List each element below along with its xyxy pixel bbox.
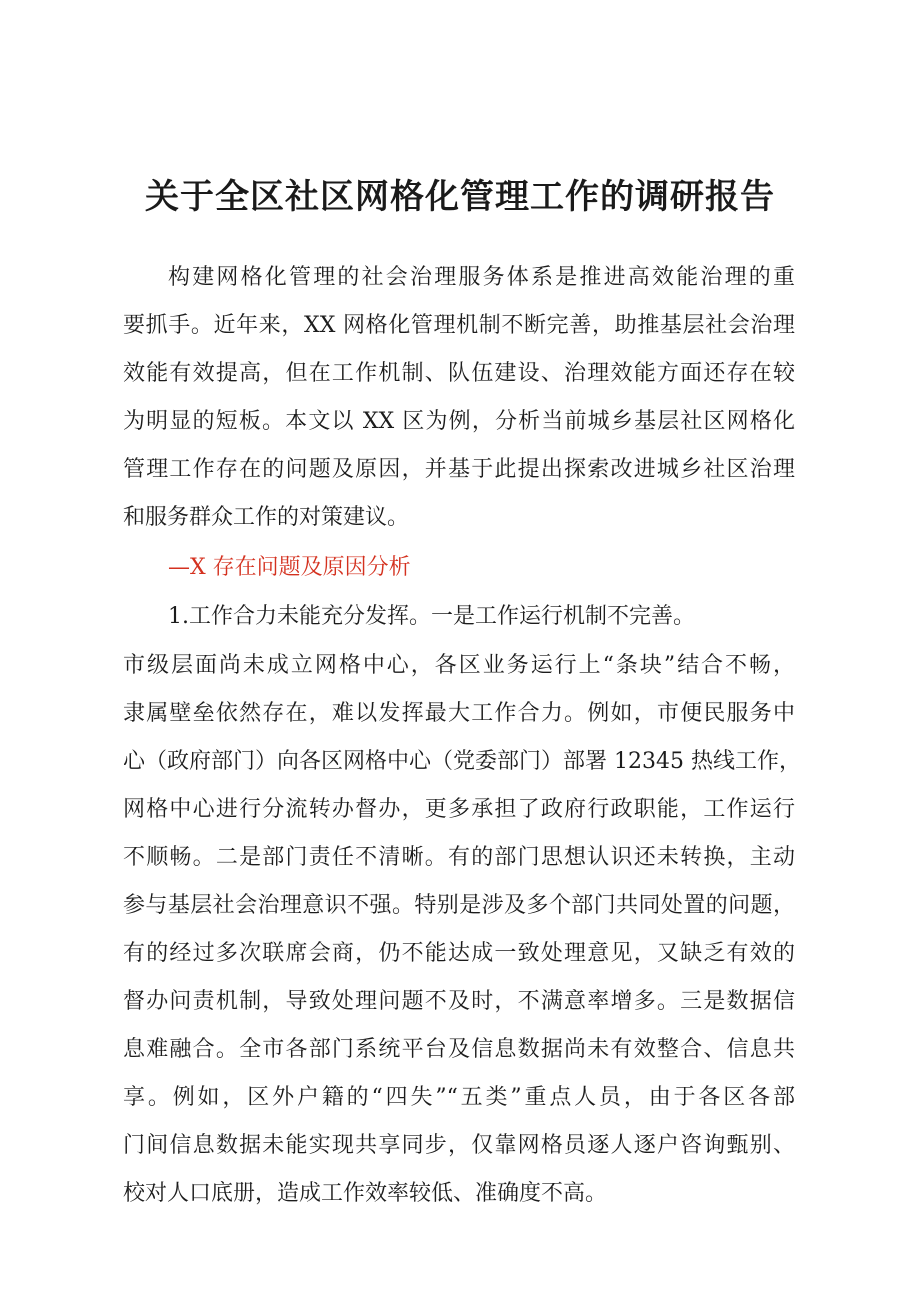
body-line: 隶属壁垒依然存在，难以发挥最大工作合力。例如，市便民服务中	[123, 701, 795, 726]
body-line: 心（政府部门）向各区网格中心（党委部门）部署 12345 热线工作，	[123, 749, 801, 774]
intro-line: 和服务群众工作的对策建议。	[123, 505, 410, 530]
intro-line: 构建网格化管理的社会治理服务体系是推进高效能治理的重	[168, 265, 795, 290]
body-line: 市级层面尚未成立网格中心，各区业务运行上“条块”结合不畅，	[123, 653, 795, 678]
body-line: 享。例如，区外户籍的“四失”“五类”重点人员，由于各区各部	[123, 1085, 795, 1110]
section-heading: —X 存在问题及原因分析	[168, 555, 411, 580]
body-line: 参与基层社会治理意识不强。特别是涉及多个部门共同处置的问题，	[123, 893, 795, 918]
body-line: 有的经过多次联席会商，仍不能达成一致处理意见，又缺乏有效的	[123, 941, 795, 966]
intro-line: 为明显的短板。本文以 XX 区为例，分析当前城乡基层社区网格化	[123, 409, 795, 434]
intro-line: 效能有效提高，但在工作机制、队伍建设、治理效能方面还存在较	[123, 361, 795, 386]
body-line: 不顺畅。二是部门责任不清晰。有的部门思想认识还未转换，主动	[123, 845, 795, 870]
body-line: 督办问责机制，导致处理问题不及时，不满意率增多。三是数据信	[123, 989, 795, 1014]
body-line: 门间信息数据未能实现共享同步，仅靠网格员逐人逐户咨询甄别、	[123, 1133, 795, 1158]
document-title: 关于全区社区网格化管理工作的调研报告	[145, 177, 775, 217]
body-line: 网格中心进行分流转办督办，更多承担了政府行政职能，工作运行	[123, 797, 795, 822]
body-line: 校对人口底册，造成工作效率较低、准确度不高。	[123, 1181, 608, 1206]
intro-line: 管理工作存在的问题及原因，并基于此提出探索改进城乡社区治理	[123, 457, 795, 482]
subsection-heading: 1.工作合力未能充分发挥。一是工作运行机制不完善。	[168, 604, 695, 629]
body-line: 息难融合。全市各部门系统平台及信息数据尚未有效整合、信息共	[123, 1037, 795, 1062]
intro-line: 要抓手。近年来，XX 网格化管理机制不断完善，助推基层社会治理	[123, 313, 795, 338]
